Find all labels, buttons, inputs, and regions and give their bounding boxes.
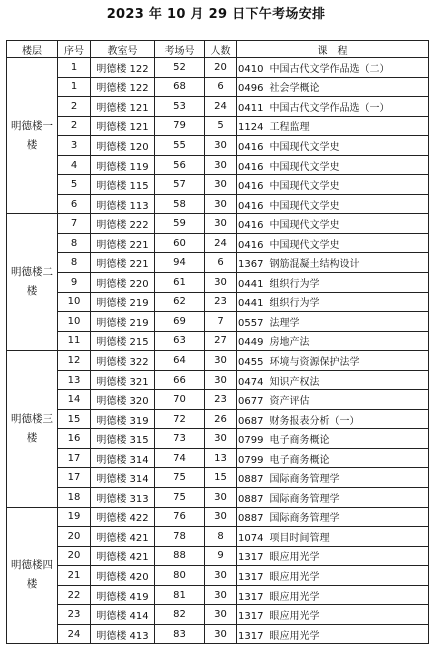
people-cell: 5: [205, 116, 237, 136]
seq-cell: 2: [58, 116, 91, 136]
table-row: [7, 194, 429, 214]
course-name: 组织行为学: [269, 278, 320, 290]
course-code: 0557: [238, 317, 264, 329]
course-cell: [237, 624, 429, 644]
course-code: 0449: [238, 337, 264, 349]
exam-room-cell: 82: [155, 605, 205, 625]
table-row: [7, 448, 429, 468]
course-code: 1317: [238, 552, 264, 564]
seq-cell: 23: [58, 605, 91, 625]
exam-room-cell: 94: [155, 253, 205, 273]
room-cell: 明德楼 122: [91, 77, 155, 97]
course-name: 中国现代文学史: [269, 239, 340, 251]
seq-cell: 22: [58, 585, 91, 605]
exam-room-cell: 66: [155, 370, 205, 390]
people-cell: 6: [205, 77, 237, 97]
header-course: 课 程: [237, 41, 429, 58]
people-cell: 30: [205, 507, 237, 527]
exam-room-cell: 74: [155, 448, 205, 468]
course-name: 电子商务概论: [269, 454, 330, 466]
course-cell: [237, 136, 429, 156]
seq-cell: 24: [58, 624, 91, 644]
seq-cell: 20: [58, 546, 91, 566]
course-code: 0416: [238, 141, 264, 153]
room-cell: 明德楼 121: [91, 97, 155, 117]
room-cell: 明德楼 420: [91, 566, 155, 586]
people-cell: 30: [205, 624, 237, 644]
people-cell: 7: [205, 312, 237, 332]
table-row: [7, 507, 429, 527]
course-cell: [237, 273, 429, 293]
table-row: [7, 214, 429, 234]
table-row: [7, 585, 429, 605]
course-cell: [237, 507, 429, 527]
people-cell: 30: [205, 175, 237, 195]
course-code: 0416: [238, 161, 264, 173]
room-cell: 明德楼 120: [91, 136, 155, 156]
table-row: [7, 546, 429, 566]
room-cell: 明德楼 215: [91, 331, 155, 351]
room-cell: 明德楼 413: [91, 624, 155, 644]
course-cell: [237, 312, 429, 332]
seq-cell: 13: [58, 370, 91, 390]
table-row: [7, 155, 429, 175]
exam-room-cell: 56: [155, 155, 205, 175]
course-code: 0474: [238, 376, 264, 388]
people-cell: 23: [205, 292, 237, 312]
seq-cell: 14: [58, 390, 91, 410]
course-name: 眼应用光学: [269, 571, 320, 583]
course-name: 中国现代文学史: [269, 220, 340, 232]
seq-cell: 1: [58, 77, 91, 97]
course-name: 国际商务管理学: [269, 493, 340, 505]
room-cell: 明德楼 319: [91, 409, 155, 429]
people-cell: 30: [205, 155, 237, 175]
course-code: 1124: [238, 122, 264, 134]
room-cell: 明德楼 414: [91, 605, 155, 625]
course-code: 0887: [238, 474, 264, 486]
course-cell: [237, 214, 429, 234]
people-cell: 27: [205, 331, 237, 351]
room-cell: 明德楼 419: [91, 585, 155, 605]
exam-room-cell: 88: [155, 546, 205, 566]
exam-room-cell: 78: [155, 527, 205, 547]
room-cell: 明德楼 422: [91, 507, 155, 527]
exam-room-cell: 58: [155, 194, 205, 214]
course-cell: [237, 370, 429, 390]
course-code: 0410: [238, 63, 264, 75]
course-cell: [237, 233, 429, 253]
course-code: 0416: [238, 220, 264, 232]
exam-room-cell: 55: [155, 136, 205, 156]
course-name: 法理学: [269, 317, 300, 329]
course-cell: [237, 253, 429, 273]
course-cell: [237, 488, 429, 508]
header-room: 教室号: [91, 41, 155, 58]
room-cell: 明德楼 113: [91, 194, 155, 214]
people-cell: 30: [205, 351, 237, 371]
course-cell: [237, 390, 429, 410]
exam-room-cell: 59: [155, 214, 205, 234]
course-code: 0411: [238, 102, 264, 114]
table-row: [7, 527, 429, 547]
course-name: 中国古代文学作品选（二）: [269, 63, 390, 75]
course-name: 中国现代文学史: [269, 141, 340, 153]
people-cell: 26: [205, 409, 237, 429]
people-cell: 30: [205, 194, 237, 214]
table-row: [7, 390, 429, 410]
course-code: 0441: [238, 298, 264, 310]
course-name: 眼应用光学: [269, 552, 320, 564]
room-cell: 明德楼 314: [91, 468, 155, 488]
people-cell: 20: [205, 58, 237, 78]
table-row: [7, 351, 429, 371]
floor-cell: 明德楼三楼: [7, 351, 58, 507]
table-row: [7, 233, 429, 253]
header-people: 人数: [205, 41, 237, 58]
room-cell: 明德楼 222: [91, 214, 155, 234]
seq-cell: 12: [58, 351, 91, 371]
course-cell: [237, 566, 429, 586]
course-name: 眼应用光学: [269, 630, 320, 642]
course-code: 0441: [238, 278, 264, 290]
course-code: 0416: [238, 181, 264, 193]
floor-cell: 明德楼二楼: [7, 214, 58, 351]
course-name: 房地产法: [269, 337, 310, 349]
course-cell: [237, 116, 429, 136]
course-name: 电子商务概论: [269, 435, 330, 447]
course-name: 中国古代文学作品选（一）: [269, 102, 390, 114]
room-cell: 明德楼 313: [91, 488, 155, 508]
table-row: [7, 370, 429, 390]
seq-cell: 16: [58, 429, 91, 449]
seq-cell: 8: [58, 253, 91, 273]
course-cell: [237, 468, 429, 488]
room-cell: 明德楼 115: [91, 175, 155, 195]
exam-room-cell: 53: [155, 97, 205, 117]
course-code: 1317: [238, 630, 264, 642]
table-row: [7, 273, 429, 293]
course-name: 项目时间管理: [269, 532, 330, 544]
course-code: 1367: [238, 259, 264, 271]
course-cell: [237, 429, 429, 449]
course-cell: [237, 409, 429, 429]
course-name: 资产评估: [269, 396, 310, 408]
seq-cell: 1: [58, 58, 91, 78]
exam-room-cell: 61: [155, 273, 205, 293]
people-cell: 6: [205, 253, 237, 273]
people-cell: 13: [205, 448, 237, 468]
course-name: 环境与资源保护法学: [269, 356, 360, 368]
people-cell: 30: [205, 488, 237, 508]
page-title: 2023 年 10 月 29 日下午考场安排: [106, 7, 326, 22]
people-cell: 8: [205, 527, 237, 547]
room-cell: 明德楼 421: [91, 527, 155, 547]
people-cell: 24: [205, 97, 237, 117]
table-row: [7, 116, 429, 136]
room-cell: 明德楼 121: [91, 116, 155, 136]
course-code: 0799: [238, 454, 264, 466]
course-code: 1317: [238, 611, 264, 623]
room-cell: 明德楼 321: [91, 370, 155, 390]
table-row: [7, 136, 429, 156]
table-row: [7, 488, 429, 508]
people-cell: 30: [205, 136, 237, 156]
course-code: 0887: [238, 493, 264, 505]
course-name: 钢筋混凝土结构设计: [269, 259, 360, 271]
seq-cell: 11: [58, 331, 91, 351]
exam-room-cell: 75: [155, 488, 205, 508]
exam-room-cell: 60: [155, 233, 205, 253]
course-cell: [237, 292, 429, 312]
course-code: 0416: [238, 239, 264, 251]
exam-room-cell: 52: [155, 58, 205, 78]
seq-cell: 9: [58, 273, 91, 293]
table-row: [7, 566, 429, 586]
course-code: 0677: [238, 396, 264, 408]
course-cell: [237, 585, 429, 605]
course-code: 0416: [238, 200, 264, 212]
exam-room-cell: 83: [155, 624, 205, 644]
course-cell: [237, 605, 429, 625]
seq-cell: 17: [58, 468, 91, 488]
course-name: 社会学概论: [269, 83, 320, 95]
room-cell: 明德楼 320: [91, 390, 155, 410]
course-cell: [237, 175, 429, 195]
people-cell: 15: [205, 468, 237, 488]
exam-room-cell: 63: [155, 331, 205, 351]
exam-room-cell: 79: [155, 116, 205, 136]
seq-cell: 8: [58, 233, 91, 253]
course-cell: [237, 331, 429, 351]
exam-room-cell: 68: [155, 77, 205, 97]
seq-cell: 3: [58, 136, 91, 156]
course-cell: [237, 527, 429, 547]
course-cell: [237, 351, 429, 371]
seq-cell: 7: [58, 214, 91, 234]
table-body: [7, 58, 429, 644]
people-cell: 24: [205, 233, 237, 253]
exam-schedule-table: [6, 40, 429, 644]
people-cell: 30: [205, 370, 237, 390]
course-code: 0887: [238, 513, 264, 525]
course-name: 眼应用光学: [269, 611, 320, 623]
header-floor: 楼层: [7, 41, 58, 58]
exam-room-cell: 62: [155, 292, 205, 312]
course-code: 0687: [238, 415, 264, 427]
people-cell: 30: [205, 214, 237, 234]
room-cell: 明德楼 322: [91, 351, 155, 371]
exam-room-cell: 70: [155, 390, 205, 410]
exam-room-cell: 69: [155, 312, 205, 332]
table-row: [7, 624, 429, 644]
seq-cell: 5: [58, 175, 91, 195]
table-row: [7, 468, 429, 488]
room-cell: 明德楼 219: [91, 292, 155, 312]
room-cell: 明德楼 219: [91, 312, 155, 332]
table-row: [7, 292, 429, 312]
table-row: [7, 605, 429, 625]
course-cell: [237, 194, 429, 214]
seq-cell: 21: [58, 566, 91, 586]
people-cell: 9: [205, 546, 237, 566]
room-cell: 明德楼 119: [91, 155, 155, 175]
floor-cell: 明德楼一楼: [7, 58, 58, 214]
people-cell: 30: [205, 566, 237, 586]
people-cell: 23: [205, 390, 237, 410]
seq-cell: 19: [58, 507, 91, 527]
exam-room-cell: 81: [155, 585, 205, 605]
course-cell: [237, 97, 429, 117]
people-cell: 30: [205, 273, 237, 293]
course-cell: [237, 58, 429, 78]
seq-cell: 20: [58, 527, 91, 547]
floor-cell: 明德楼四楼: [7, 507, 58, 644]
exam-room-cell: 72: [155, 409, 205, 429]
table-row: [7, 429, 429, 449]
table-row: [7, 253, 429, 273]
exam-room-cell: 73: [155, 429, 205, 449]
seq-cell: 15: [58, 409, 91, 429]
room-cell: 明德楼 315: [91, 429, 155, 449]
room-cell: 明德楼 221: [91, 233, 155, 253]
people-cell: 30: [205, 605, 237, 625]
course-cell: [237, 155, 429, 175]
table-row: [7, 312, 429, 332]
course-name: 财务报表分析（一）: [269, 415, 360, 427]
course-name: 中国现代文学史: [269, 200, 340, 212]
seq-cell: 6: [58, 194, 91, 214]
course-cell: [237, 448, 429, 468]
course-code: 1317: [238, 571, 264, 583]
table-row: [7, 409, 429, 429]
course-code: 1317: [238, 591, 264, 603]
course-name: 眼应用光学: [269, 591, 320, 603]
header-exam-room: 考场号: [155, 41, 205, 58]
header-seq: 序号: [58, 41, 91, 58]
course-cell: [237, 546, 429, 566]
exam-room-cell: 76: [155, 507, 205, 527]
course-code: 1074: [238, 532, 264, 544]
course-name: 知识产权法: [269, 376, 320, 388]
room-cell: 明德楼 221: [91, 253, 155, 273]
exam-room-cell: 64: [155, 351, 205, 371]
course-name: 工程监理: [269, 122, 310, 134]
people-cell: 30: [205, 585, 237, 605]
table-row: [7, 58, 429, 78]
course-name: 中国现代文学史: [269, 181, 340, 193]
seq-cell: 17: [58, 448, 91, 468]
people-cell: 30: [205, 429, 237, 449]
exam-room-cell: 57: [155, 175, 205, 195]
course-code: 0496: [238, 83, 264, 95]
table-row: [7, 175, 429, 195]
course-name: 组织行为学: [269, 298, 320, 310]
seq-cell: 10: [58, 292, 91, 312]
table-row: [7, 331, 429, 351]
seq-cell: 18: [58, 488, 91, 508]
room-cell: 明德楼 220: [91, 273, 155, 293]
room-cell: 明德楼 421: [91, 546, 155, 566]
seq-cell: 10: [58, 312, 91, 332]
seq-cell: 2: [58, 97, 91, 117]
header-row: [7, 41, 429, 58]
table-row: [7, 77, 429, 97]
exam-room-cell: 75: [155, 468, 205, 488]
course-cell: [237, 77, 429, 97]
course-name: 中国现代文学史: [269, 161, 340, 173]
seq-cell: 4: [58, 155, 91, 175]
course-code: 0455: [238, 356, 264, 368]
exam-room-cell: 80: [155, 566, 205, 586]
table-row: [7, 97, 429, 117]
room-cell: 明德楼 122: [91, 58, 155, 78]
course-code: 0799: [238, 435, 264, 447]
course-name: 国际商务管理学: [269, 474, 340, 486]
room-cell: 明德楼 314: [91, 448, 155, 468]
course-name: 国际商务管理学: [269, 513, 340, 525]
